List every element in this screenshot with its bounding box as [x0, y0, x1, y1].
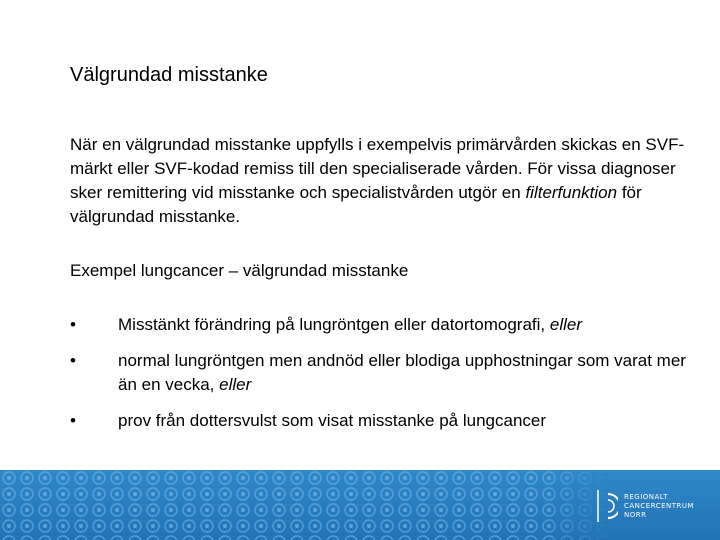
bullet-icon: •: [70, 351, 76, 370]
criteria-text: prov från dottersvulst som visat misstanke på lungcancer: [118, 411, 547, 430]
criteria-item: [70, 313, 700, 337]
rcc-logo-icon: [596, 488, 618, 524]
logo-line-2: CANCERCENTRUM: [624, 501, 695, 510]
criteria-item: [70, 349, 700, 397]
example-heading: Exempel lungcancer – välgrundad misstanke: [70, 261, 409, 280]
criteria-text: normal lungröntgen men andnöd eller blodiga upphostningar som varat mer än en vecka,: [118, 351, 686, 394]
intro-text-start: När en välgrundad misstanke uppfylls i exempelvis primärvården skickas en SVF-märkt eller SVF-kodad remiss till den specialiserade vården. För vissa diagnoser sker remittering vid misstanke och specialistvården utgör en: [70, 135, 685, 202]
bullet-icon: •: [70, 315, 76, 334]
criteria-text: Misstänkt förändring på lungröntgen eller datortomografi,: [118, 315, 550, 334]
criteria-emphasis: eller: [549, 315, 582, 334]
slide-title: Välgrundad misstanke: [70, 64, 268, 86]
rcc-logo: [596, 478, 706, 534]
criteria-list: [70, 313, 700, 433]
logo-line-3: NORR: [624, 510, 647, 519]
criteria-emphasis: eller: [219, 375, 252, 394]
intro-text-end: för välgrundad misstanke.: [70, 183, 642, 226]
logo-line-1: REGIONALT: [624, 492, 669, 501]
bullet-icon: •: [70, 411, 76, 430]
rcc-logo-text: [624, 493, 694, 520]
criteria-item: [70, 409, 700, 433]
intro-paragraph: [70, 133, 700, 229]
intro-emphasis: filterfunktion: [525, 183, 618, 202]
